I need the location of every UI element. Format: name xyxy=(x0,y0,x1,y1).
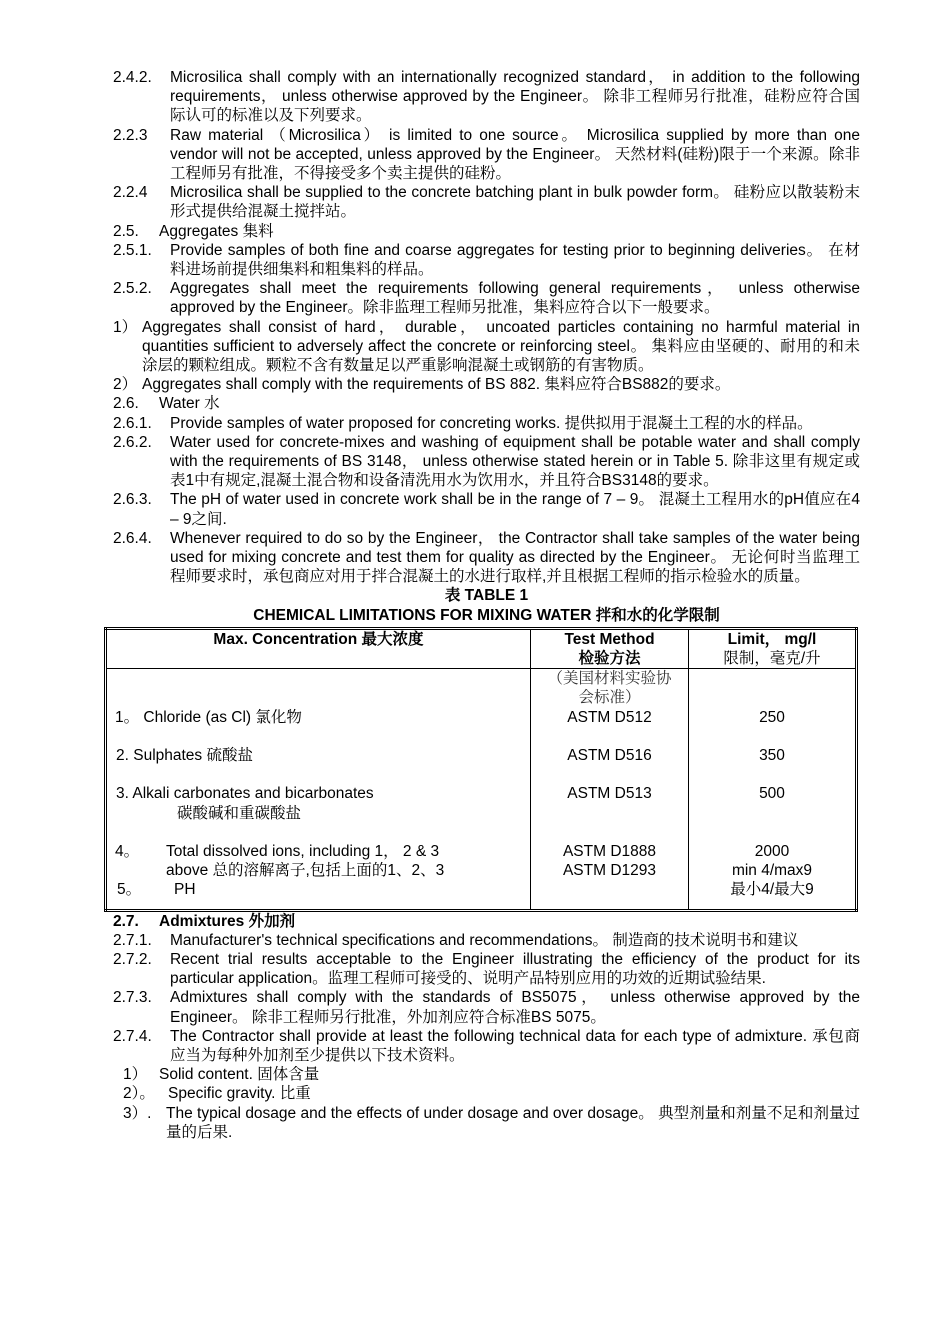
clause-2-5-2: 2.5.2. Aggregates shall meet the requirements following general requirements， unless otherwise approved by the Engineer。除非监理工程师另批准，集料应符合以下一般要求。 xyxy=(113,280,860,317)
limits-column: 250 350 500 2000 min 4/max9 最小4/最大9 xyxy=(689,669,857,910)
row-dissolved-ions: 4。 Total dissolved ions, including 1， 2 & 3 xyxy=(115,842,440,860)
list-item: 1） Aggregates shall consist of hard， durable， uncoated particles containing no harmful material in quantities sufficient to adversely affect the concrete or reinforcing steel。 集料应由坚硬的、耐用的和未涂层的颗粒组成。颗粒不含有数量足以严重影响混凝土或钢筋的有害物质。 xyxy=(113,318,860,375)
admixture-data-list xyxy=(113,1065,860,1142)
header-test-method: Test Method 检验方法 xyxy=(531,628,689,668)
clause-2-6-4: 2.6.4. Whenever required to do so by the Engineer， the Contractor shall take samples of the water being used for mixing concrete and test them for quality as directed by the Engineer。 无论何时当监理工程师要求时，承包商应对用于拌合混凝土的水进行取样,并且根据工程师的指示检验水的质量。 xyxy=(113,529,860,586)
table-title: 表 TABLE 1 xyxy=(444,587,529,605)
row-sulphates: 2. Sulphates 硫酸盐 xyxy=(116,747,253,765)
table-body-row xyxy=(106,669,857,910)
admixtures-section xyxy=(113,912,860,1066)
clause-2-6-1: 2.6.1. Provide samples of water proposed for concreting works. 提供拟用于混凝土工程的水的样品。 xyxy=(113,414,813,432)
items-column: 1。 Chloride (as Cl) 氯化物 2. Sulphates 硫酸盐 3. Alkali carbonates and bicarbonates 碳酸碱和重碳酸盐 4。 Total dissolved ions, including 1， 2 & 3 above 总的溶解离子,包括上面的1、2、3 5。 PH xyxy=(106,669,531,910)
table-caption: CHEMICAL LIMITATIONS FOR MIXING WATER 拌和水的化学限制 xyxy=(253,606,720,624)
list-item: 1） Solid content. 固体含量 xyxy=(123,1066,320,1084)
aggregate-requirements-list xyxy=(113,318,860,395)
clause-2-7-4: 2.7.4. The Contractor shall provide at least the following technical data for each type of admixture. 承包商应当为每种外加剂至少提供以下技术资料。 xyxy=(113,1027,860,1064)
table-header-row xyxy=(106,628,857,668)
clause-2-2-3: 2.2.3 Raw material （Microsilica） is limited to one source。 Microsilica supplied by more than one vendor will not be accepted, unless approved by the Engineer。 天然材料(硅粉)限于一个来源。除非工程师另有批准，不得接受多个卖主提供的硅粉。 xyxy=(113,126,860,183)
clause-2-6-2: 2.6.2. Water used for concrete-mixes and washing of equipment shall be potable water and shall comply with the requirements of BS 3148， unless otherwise stated herein or in Table 5. 除非这里有规定或表1中有规定,混凝土混合物和设备清洗用水为饮用水，并且符合BS3148的要求。 xyxy=(113,433,860,490)
methods-column: （美国材料实验协 会标准） ASTM D512 ASTM D516 ASTM D513 ASTM D1888 ASTM D1293 xyxy=(531,669,689,910)
clause-2-5-1: 2.5.1. Provide samples of both fine and coarse aggregates for testing prior to beginning deliveries。 在材料进场前提供细集料和粗集料的样品。 xyxy=(113,241,860,279)
list-item: 2）。 Specific gravity. 比重 xyxy=(123,1085,311,1103)
microsilica-aggregates-section xyxy=(113,68,860,318)
row-chloride: 1。 Chloride (as Cl) 氯化物 xyxy=(115,708,302,726)
heading-2-7: 2.7. Admixtures 外加剂 xyxy=(113,912,296,930)
clause-2-4-2: 2.4.2. Microsilica shall comply with an internationally recognized standard， in addition to the following requirements， unless otherwise approved by the Engineer。 除非工程师另行批准，硅粉应符合国际认可的标准以及下列要求。 xyxy=(113,69,860,125)
list-item: 2） Aggregates shall comply with the requirements of BS 882. 集料应符合BS882的要求。 xyxy=(113,376,731,394)
clause-2-7-1: 2.7.1. Manufacturer's technical specifications and recommendations。 制造商的技术说明书和建议 xyxy=(113,931,799,949)
row-alkali-carbonates: 3. Alkali carbonates and bicarbonates xyxy=(116,785,374,803)
document-page xyxy=(113,68,860,1142)
header-max-concentration: Max. Concentration 最大浓度 xyxy=(106,628,531,668)
row-ph: 5。 PH xyxy=(117,881,196,899)
clause-2-7-2: 2.7.2. Recent trial results acceptable to the Engineer illustrating the efficiency of the product for its particular application。监理工程师可接受的、说明产品特别应用的功效的近期试验结果. xyxy=(113,950,860,988)
header-limit: Limit， mg/l 限制，毫克/升 xyxy=(689,628,857,668)
heading-2-5: 2.5. Aggregates 集料 xyxy=(113,222,274,240)
water-section xyxy=(113,394,860,586)
clause-2-6-3: 2.6.3. The pH of water used in concrete work shall be in the range of 7 – 9。 混凝土工程用水的pH值应在4 – 9之间. xyxy=(113,491,860,528)
clause-2-7-3: 2.7.3. Admixtures shall comply with the standards of BS5075， unless otherwise approved by the Engineer。 除非工程师另行批准，外加剂应符合标准BS 5075。 xyxy=(113,989,860,1026)
chemical-limitations-table xyxy=(104,627,858,912)
heading-2-6: 2.6. Water 水 xyxy=(113,395,220,413)
list-item: 3）. The typical dosage and the effects of under dosage and over dosage。 典型剂量和剂量不足和剂量过量的后果. xyxy=(123,1104,860,1141)
clause-2-2-4: 2.2.4 Microsilica shall be supplied to the concrete batching plant in bulk powder form。 硅粉应以散装粉末形式提供给混凝土搅拌站。 xyxy=(113,184,860,221)
